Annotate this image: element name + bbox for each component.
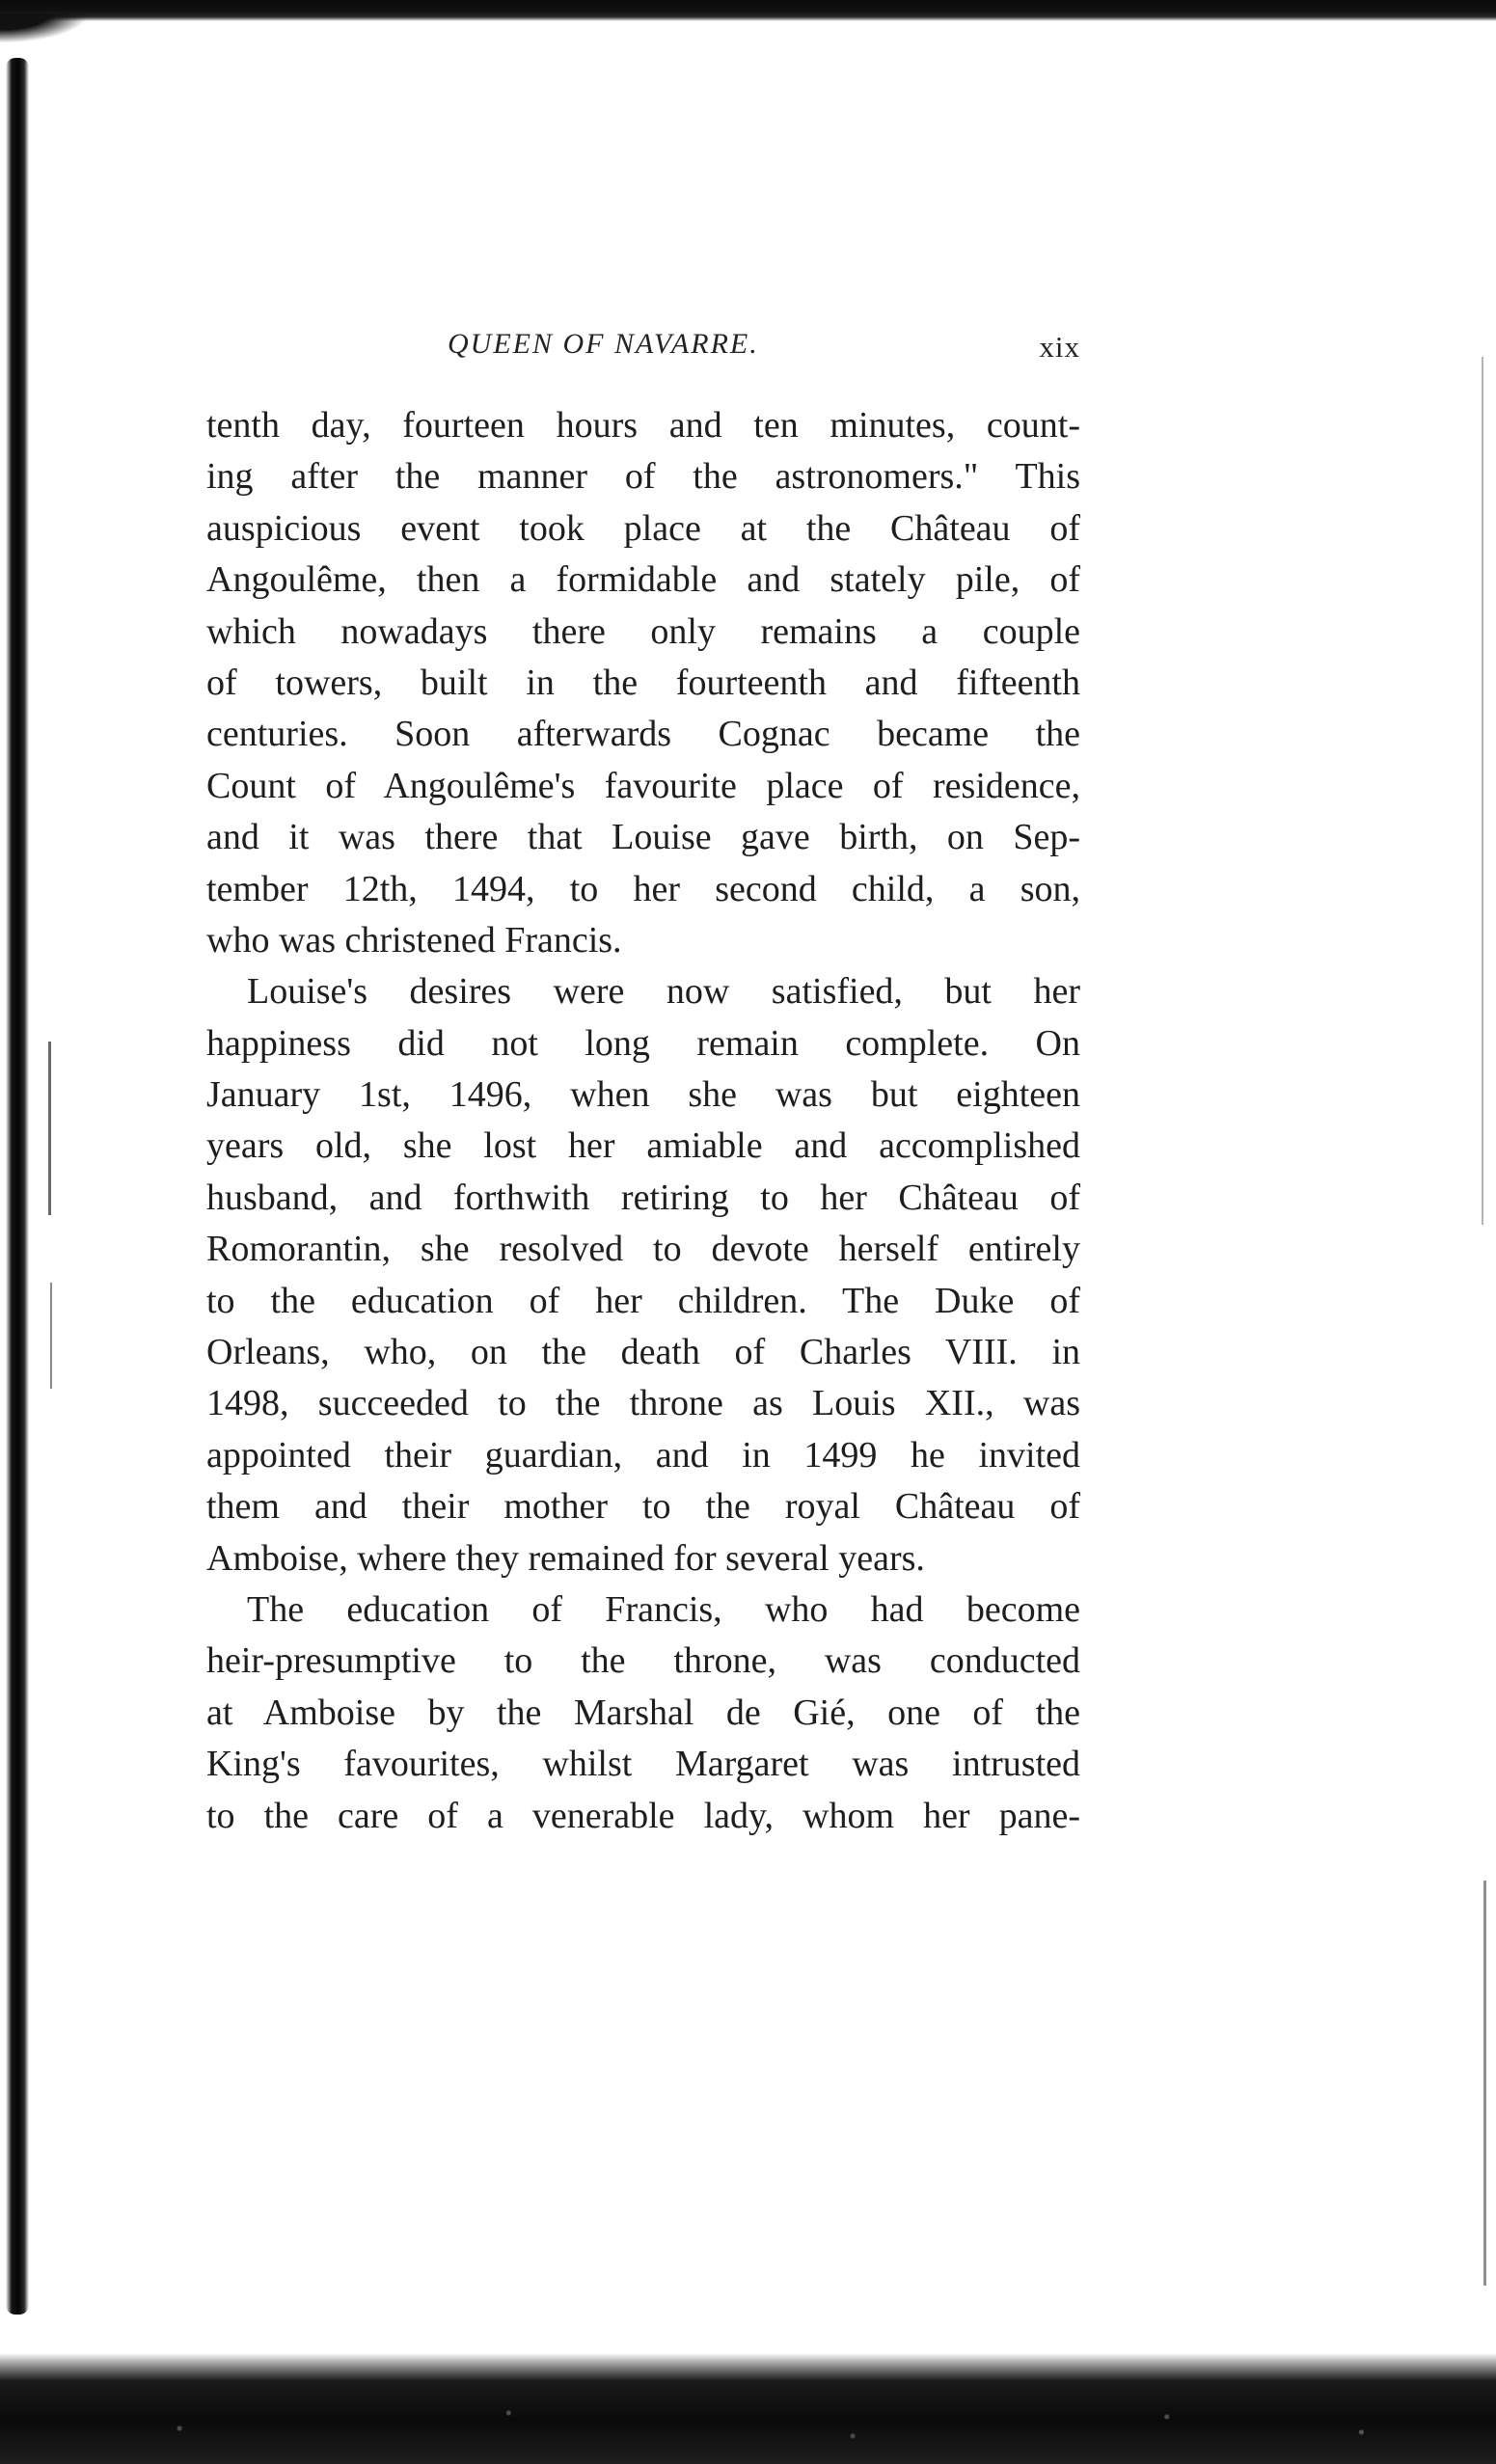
text-line: Angoulême, then a formidable and stately pile, of xyxy=(206,559,1080,601)
text-line: Count of Angoulême's favourite place of residence, xyxy=(206,765,1080,806)
scan-left-mark xyxy=(48,1042,51,1215)
scan-top-curl xyxy=(0,14,87,42)
text-line: and it was there that Louise gave birth, on Sep- xyxy=(206,817,1080,858)
text-line: Louise's desires were now satisfied, but her xyxy=(247,971,1080,1013)
page-number: xix xyxy=(1039,330,1080,364)
text-line: to the care of a venerable lady, whom her pane- xyxy=(206,1795,1080,1836)
text-line: King's favourites, whilst Margaret was intrusted xyxy=(206,1744,1080,1785)
text-line: Orleans, who, on the death of Charles VIII. in xyxy=(206,1332,1080,1373)
text-line: years old, she lost her amiable and accomplished xyxy=(206,1125,1080,1167)
text-line: which nowadays there only remains a couple xyxy=(206,610,1080,652)
scan-right-mark xyxy=(1482,357,1483,1225)
text-line: at Amboise by the Marshal de Gié, one of the xyxy=(206,1692,1080,1733)
text-line: happiness did not long remain complete. On xyxy=(206,1022,1080,1064)
text-line: appointed their guardian, and in 1499 he invited xyxy=(206,1434,1080,1476)
text-line: who was christened Francis. xyxy=(206,919,622,961)
scan-right-mark xyxy=(1483,1881,1486,2286)
text-line: January 1st, 1496, when she was but eighteen xyxy=(206,1074,1080,1116)
paragraph xyxy=(206,400,1080,966)
paragraph xyxy=(206,966,1080,1584)
scan-top-edge xyxy=(0,0,1496,21)
text-line: 1498, succeeded to the throne as Louis XII., was xyxy=(206,1383,1080,1424)
text-line: husband, and forthwith retiring to her Château of xyxy=(206,1177,1080,1218)
running-title: QUEEN OF NAVARRE. xyxy=(448,328,759,360)
text-line: heir-presumptive to the throne, was conducted xyxy=(206,1640,1080,1682)
text-line: Amboise, where they remained for several years. xyxy=(206,1537,925,1579)
text-line: ing after the manner of the astronomers." This xyxy=(206,456,1080,498)
text-line: tember 12th, 1494, to her second child, a son, xyxy=(206,868,1080,909)
text-line: The education of Francis, who had become xyxy=(247,1588,1080,1630)
text-line: of towers, built in the fourteenth and fifteenth xyxy=(206,662,1080,703)
running-head xyxy=(206,328,1080,376)
text-line: centuries. Soon afterwards Cognac became the xyxy=(206,714,1080,755)
text-line: them and their mother to the royal Château of xyxy=(206,1486,1080,1528)
text-line: to the education of her children. The Duke of xyxy=(206,1280,1080,1321)
text-line: tenth day, fourteen hours and ten minutes, count- xyxy=(206,405,1080,446)
scan-left-mark xyxy=(50,1283,52,1389)
paragraph xyxy=(206,1584,1080,1842)
body-text xyxy=(206,400,1080,1842)
text-line: auspicious event took place at the Château of xyxy=(206,507,1080,549)
scan-left-edge xyxy=(6,58,29,2315)
text-line: Romorantin, she resolved to devote herself entirely xyxy=(206,1229,1080,1270)
scan-bottom-specks xyxy=(0,2382,1496,2459)
